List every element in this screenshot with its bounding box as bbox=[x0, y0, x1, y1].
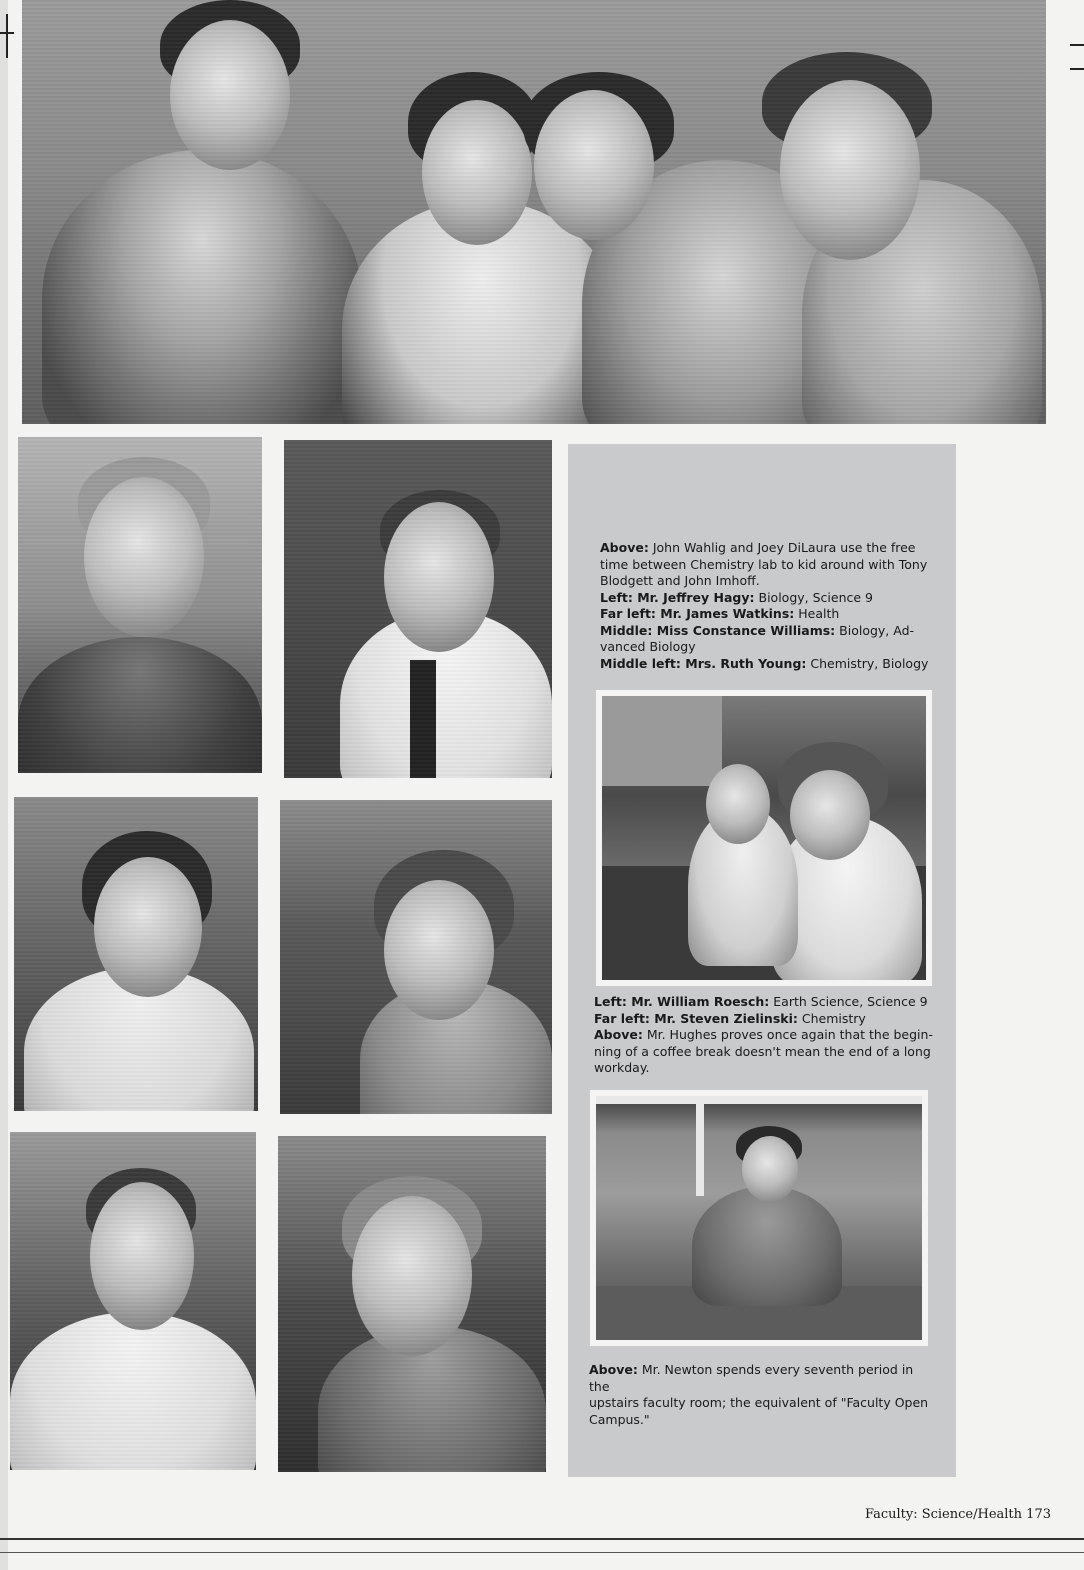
caption-line: Far left: Mr. James Watkins: Health bbox=[600, 606, 840, 621]
caption-line: time between Chemistry lab to kid around with Tony bbox=[600, 556, 928, 572]
photo-hughes bbox=[596, 690, 932, 986]
caption-block-3 bbox=[589, 1362, 935, 1428]
caption-line: Above: Mr. Hughes proves once again that the begin- bbox=[594, 1027, 933, 1042]
caption-line: Above: Mr. Newton spends every seventh period in the bbox=[589, 1362, 914, 1394]
crop-mark bbox=[1070, 68, 1084, 70]
page-number: 173 bbox=[1026, 1507, 1051, 1522]
caption-line: Left: Mr. William Roesch: Earth Science, Science 9 bbox=[594, 994, 928, 1009]
photo-top-students bbox=[22, 0, 1046, 424]
caption-line: Left: Mr. Jeffrey Hagy: Biology, Science 9 bbox=[600, 589, 873, 605]
caption-line: Above: John Wahlig and Joey DiLaura use the free bbox=[600, 540, 916, 555]
bottom-rule bbox=[0, 1552, 1084, 1553]
caption-line: Middle left: Mrs. Ruth Young: Chemistry, Biology bbox=[600, 655, 929, 671]
bottom-rule bbox=[0, 1538, 1084, 1540]
photo-ruth-young bbox=[14, 797, 258, 1111]
caption-line: upstairs faculty room; the equivalent of "Faculty Open bbox=[589, 1395, 929, 1410]
caption-line: Blodgett and John Imhoff. bbox=[600, 573, 760, 588]
photo-james-watkins bbox=[18, 437, 262, 773]
page-footer bbox=[865, 1507, 1051, 1522]
crop-mark bbox=[6, 14, 8, 58]
caption-line: ning of a coffee break doesn't mean the end of a long bbox=[594, 1043, 931, 1059]
photo-jeffrey-hagy bbox=[284, 440, 552, 778]
photo-constance-williams bbox=[280, 800, 552, 1114]
page-edge bbox=[0, 0, 8, 1570]
photo-william-roesch bbox=[278, 1136, 546, 1472]
caption-line: Campus." bbox=[589, 1411, 650, 1427]
photo-steven-zielinski bbox=[10, 1132, 256, 1470]
footer-section: Faculty: Science/Health bbox=[864, 1507, 1023, 1522]
caption-line: workday. bbox=[594, 1060, 650, 1075]
caption-line: Far left: Mr. Steven Zielinski: Chemistry bbox=[594, 1010, 866, 1026]
caption-block-1 bbox=[600, 540, 940, 672]
caption-line: Middle: Miss Constance Williams: Biology, Ad- bbox=[600, 622, 915, 638]
crop-mark bbox=[1070, 44, 1084, 46]
caption-line: vanced Biology bbox=[600, 639, 696, 654]
photo-newton bbox=[590, 1090, 928, 1346]
caption-block-2 bbox=[594, 994, 940, 1077]
